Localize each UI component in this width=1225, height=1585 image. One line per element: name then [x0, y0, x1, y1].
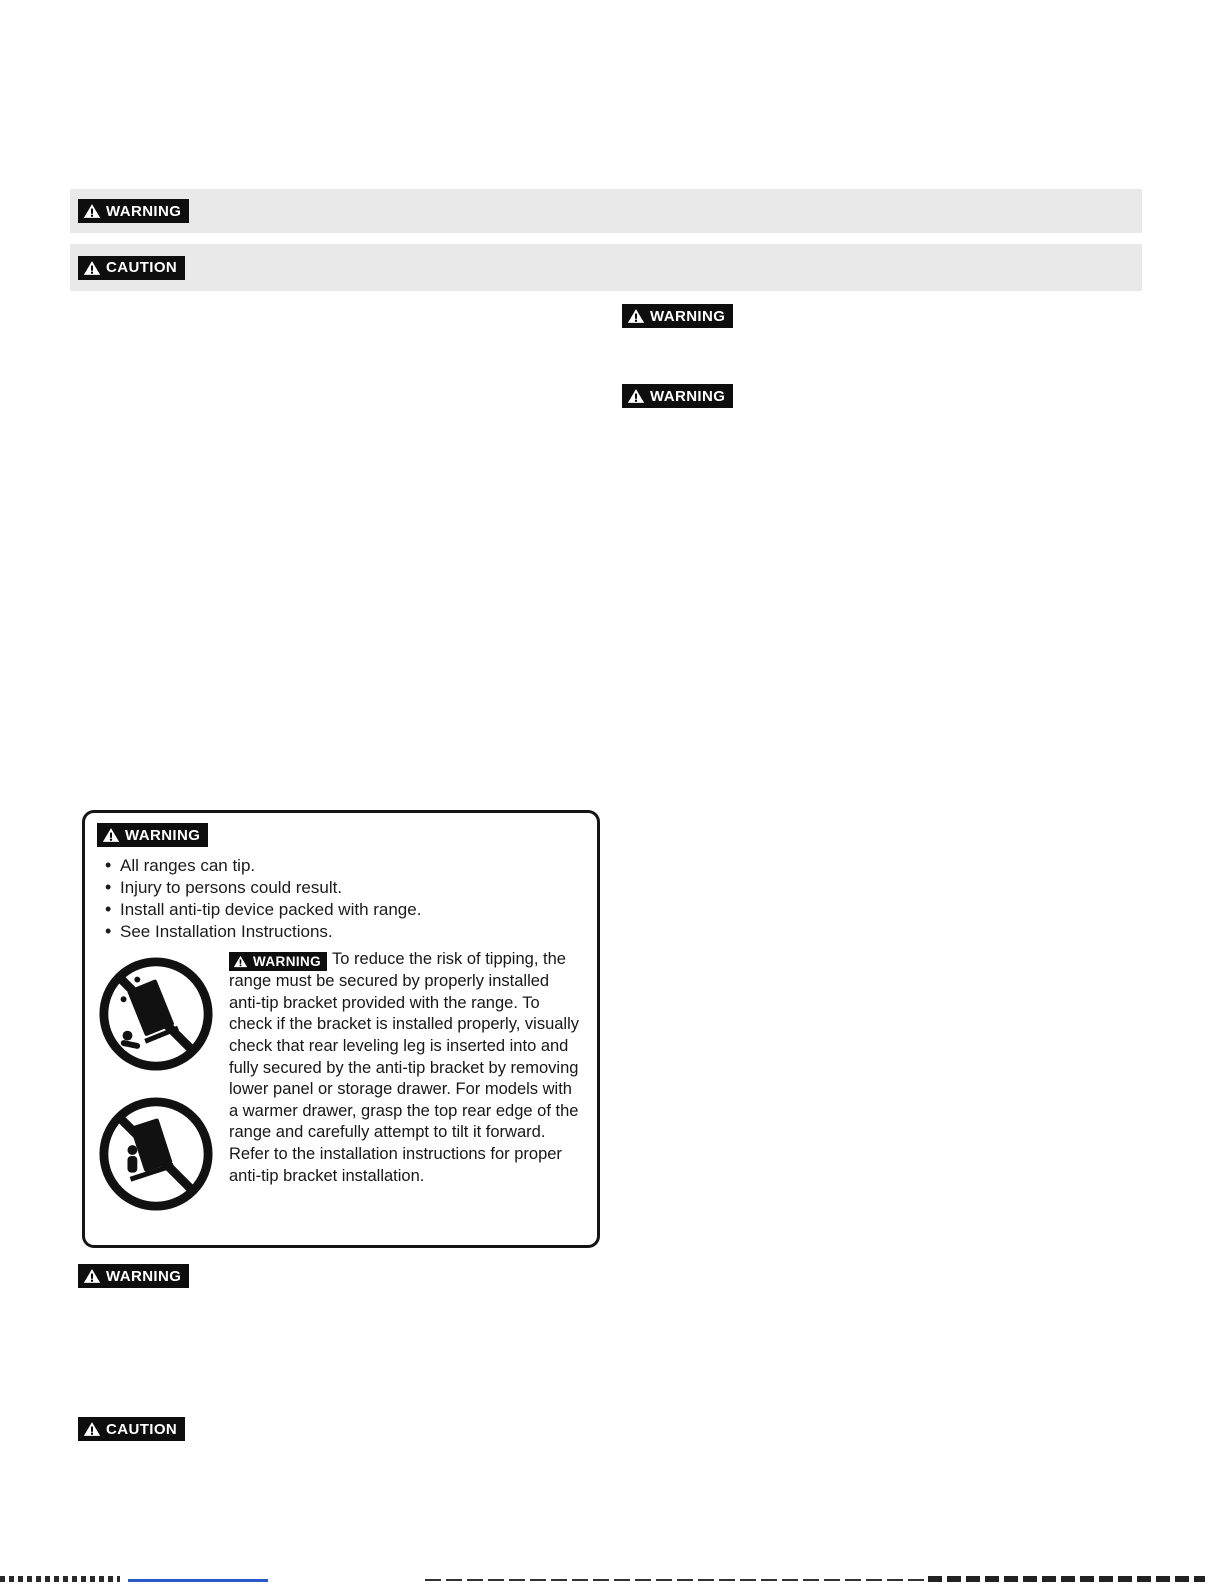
warning-badge-label: WARNING: [650, 387, 726, 405]
anti-tip-paragraph-text: To reduce the risk of tipping, the range must be secured by properly installed anti-tip bracket provided with the range. To check if the bracket is installed properly, visually check that rear leveling leg is inserted into and fully secured by the anti-tip bracket by removing lower panel or storage drawer. For models with a warmer drawer, grasp the top rear edge of the range and carefully attempt to tilt it forward. Refer to the installation instructions for proper anti-tip bracket installation.: [229, 950, 580, 1185]
warning-badge: [229, 952, 327, 972]
warning-badge-label: WARNING: [253, 953, 322, 969]
warning-badge: [622, 304, 733, 328]
warning-badge-label: WARNING: [650, 307, 726, 325]
bullet-text: Injury to persons could result.: [120, 878, 343, 897]
warning-badge-label: WARNING: [125, 826, 201, 844]
range-tip-prohibited-icon: [97, 955, 215, 1073]
list-item: [103, 855, 589, 877]
caution-badge: [78, 1417, 185, 1441]
anti-tip-body: [97, 947, 589, 1213]
warning-triangle-icon: [83, 203, 101, 219]
cut-off-link-fragment[interactable]: [128, 1579, 268, 1582]
warning-triangle-icon: [627, 308, 645, 324]
list-item: [103, 877, 589, 899]
warning-badge-label: WARNING: [106, 202, 182, 220]
warning-badge: [97, 823, 208, 847]
bullet-text: See Installation Instructions.: [120, 922, 333, 941]
bullet-text: All ranges can tip.: [120, 856, 256, 875]
anti-tip-paragraph: [229, 949, 585, 1213]
page-edge-line: [928, 1576, 1205, 1582]
caution-badge-label: CAUTION: [106, 259, 178, 276]
caution-banner-bar: [70, 244, 1142, 291]
page-edge-line: [425, 1579, 925, 1581]
anti-tip-warning-box: [82, 810, 600, 1248]
warning-badge-label: WARNING: [106, 1267, 182, 1285]
caution-badge-label: CAUTION: [106, 1420, 178, 1438]
warning-badge: [78, 1264, 189, 1288]
cut-off-text-fragment: [0, 1576, 120, 1582]
caution-badge: [78, 256, 185, 280]
warning-triangle-icon: [233, 955, 248, 968]
warning-triangle-icon: [83, 260, 101, 276]
warning-triangle-icon: [627, 388, 645, 404]
warning-triangle-icon: [83, 1268, 101, 1284]
list-item: [103, 921, 589, 943]
warning-badge: [622, 384, 733, 408]
list-item: [103, 899, 589, 921]
range-tip-child-prohibited-icon: [97, 1095, 215, 1213]
warning-triangle-icon: [83, 1421, 101, 1437]
bullet-text: Install anti-tip device packed with range.: [120, 900, 422, 919]
warning-banner-bar: [70, 189, 1142, 233]
warning-triangle-icon: [102, 827, 120, 843]
warning-badge: [78, 199, 189, 223]
prohibition-icon-column: [97, 947, 221, 1213]
anti-tip-bullet-list: [97, 855, 589, 943]
